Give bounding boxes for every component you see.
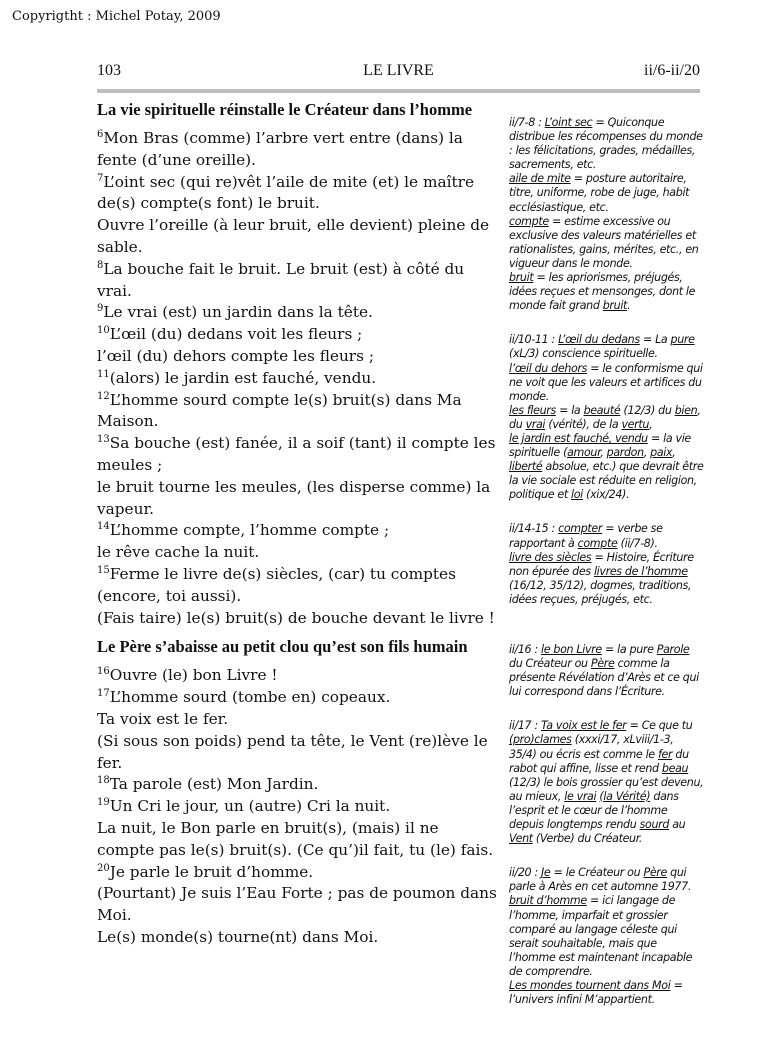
note-text: = les apriorismes, préjugés, idées reçues et mensonges, dont le monde fait grand bbox=[509, 271, 696, 313]
verse-text: Le vrai (est) un jardin dans la tête. bbox=[103, 303, 373, 322]
verse-line bbox=[97, 608, 497, 630]
note-term: Je bbox=[541, 866, 551, 880]
note-term: le bon Livre bbox=[541, 643, 602, 656]
note-text: du Créateur ou bbox=[509, 657, 591, 671]
note-text: dans l’esprit et le cœur de l’homme depuis longtemps rendu bbox=[509, 789, 679, 832]
note-term: Père bbox=[643, 866, 667, 880]
verse-text: Mon Bras (comme) l’arbre vert entre (dans) la fente (d’une oreille). bbox=[97, 129, 463, 169]
note-term: paix bbox=[650, 446, 673, 460]
note-term: pardon bbox=[606, 446, 644, 460]
note-text: qui parle à Arès en cet automne 1977. bbox=[509, 866, 691, 894]
note-text: = ici langage de l’homme, imparfait et grossier comparé au langage céleste qui serait souhaitable, mais que l’homme est maintenant incapable de comprendre. bbox=[509, 894, 693, 978]
note-text: . bbox=[627, 299, 631, 313]
verse-text: (Pourtant) Je suis l’Eau Forte ; pas de poumon dans Moi. bbox=[97, 884, 497, 925]
note-text: = la bbox=[555, 403, 584, 417]
note-term: beauté bbox=[583, 403, 621, 417]
verse-number: 17 bbox=[97, 688, 110, 700]
note-text: absolue, etc.) que devrait être la vie sociale est réduite en religion, politique et bbox=[509, 460, 704, 502]
verse-line bbox=[97, 883, 497, 927]
verse-line bbox=[97, 774, 497, 796]
note-term: Parole bbox=[656, 643, 690, 656]
note-term: vertu bbox=[621, 417, 650, 431]
verse-text: L’œil (du) dedans voit les fleurs ; bbox=[109, 325, 363, 344]
page-number: 103 bbox=[97, 62, 121, 79]
verse-line bbox=[97, 687, 497, 709]
note-term: L’œil du dedans bbox=[558, 333, 640, 347]
verse-line bbox=[97, 731, 497, 775]
note-text: = le conformisme qui ne voit que les valeurs et artifices du monde. bbox=[509, 361, 703, 403]
verse-line bbox=[97, 564, 497, 608]
verse-text: l’œil (du) dehors compte les fleurs ; bbox=[97, 346, 374, 365]
verse-text: La bouche fait le bruit. Le bruit (est) à côté du vrai. bbox=[97, 259, 465, 300]
verse-text: Ta voix est le fer. bbox=[97, 709, 229, 728]
commentary-note bbox=[509, 719, 704, 846]
note-term: le jardin est fauché, vendu bbox=[509, 431, 648, 445]
note-text: ii/7-8 : bbox=[509, 116, 545, 129]
note-text: , bbox=[600, 446, 607, 460]
verse-number: 11 bbox=[97, 368, 110, 380]
verse-text: (Si sous son poids) pend ta tête, le Vent (re)lève le fer. bbox=[97, 731, 488, 772]
commentary-note bbox=[509, 522, 704, 607]
note-text: , du bbox=[509, 403, 701, 431]
verse-line bbox=[97, 128, 497, 172]
note-text: (xxxi/17, xLviii/1-3, 35/4) ou écris est comme le bbox=[509, 733, 674, 761]
verse-text: Ta parole (est) Mon Jardin. bbox=[109, 775, 319, 794]
verse-text: La nuit, le Bon parle en bruit(s), (mais) il ne compte pas le(s) bruit(s). (Ce qu’)il fait, tu (le) fais. bbox=[97, 818, 494, 859]
note-term: Vent bbox=[509, 832, 533, 846]
verse-number: 10 bbox=[97, 325, 110, 337]
note-text: , bbox=[643, 446, 651, 460]
commentary-note bbox=[509, 866, 704, 1007]
note-text: = Histoire, Écriture non épurée des bbox=[509, 550, 694, 578]
note-term: l’œil du dehors bbox=[509, 361, 588, 375]
verse-line bbox=[97, 665, 497, 687]
verse-line bbox=[97, 324, 497, 346]
verse-number: 19 bbox=[97, 797, 110, 809]
verse-list-1 bbox=[97, 128, 497, 629]
note-term: livres de l’homme bbox=[593, 564, 688, 578]
verse-line bbox=[97, 433, 497, 477]
verse-text: Ouvre (le) bon Livre ! bbox=[109, 666, 278, 685]
note-text: au bbox=[669, 818, 686, 832]
verse-line bbox=[97, 390, 497, 434]
page-header bbox=[97, 62, 700, 80]
verse-line bbox=[97, 862, 497, 884]
note-text: du rabot qui affine, lisse et rend bbox=[509, 747, 689, 775]
note-text: = l’univers infini M’appartient. bbox=[509, 978, 683, 1007]
note-term: beau bbox=[661, 761, 689, 775]
note-text: ii/14-15 : bbox=[509, 522, 559, 536]
verse-text: Le(s) monde(s) tourne(nt) dans Moi. bbox=[97, 927, 379, 946]
verse-number: 12 bbox=[97, 390, 110, 402]
main-text bbox=[97, 100, 497, 949]
running-title: LE LIVRE bbox=[363, 62, 434, 79]
note-term: livre des siècles bbox=[509, 550, 592, 564]
note-text: ii/16 : bbox=[509, 643, 542, 656]
verse-text: L’homme sourd (tombe en) copeaux. bbox=[109, 688, 391, 707]
verse-number: 13 bbox=[97, 434, 110, 446]
note-text: = posture autoritaire, titre, uniforme, robe de juge, habit ecclésiastique, etc. bbox=[509, 172, 690, 214]
note-text: (vérité), de la bbox=[545, 417, 622, 431]
verse-number: 14 bbox=[97, 521, 110, 533]
note-term: aile de mite bbox=[509, 172, 571, 186]
note-text: (ii/7-8). bbox=[617, 536, 658, 550]
note-term: bien bbox=[674, 403, 698, 417]
note-term: loi bbox=[571, 488, 583, 502]
note-text: = Quiconque distribue les récompenses du monde : les félicitations, grades, médailles, sacrements, etc. bbox=[509, 116, 703, 172]
header-rule bbox=[97, 89, 700, 93]
note-text: = La bbox=[639, 333, 671, 347]
note-text: (xL/3) conscience spirituelle. bbox=[509, 347, 658, 361]
commentary-note bbox=[509, 333, 704, 502]
verse-text: Un Cri le jour, un (autre) Cri la nuit. bbox=[109, 797, 391, 816]
verse-number: 8 bbox=[97, 259, 104, 271]
verse-number: 18 bbox=[97, 775, 110, 787]
verse-number: 7 bbox=[97, 172, 104, 184]
note-term: fer bbox=[657, 747, 673, 761]
note-text: ii/10-11 : bbox=[509, 333, 559, 347]
note-text: = Ce que tu bbox=[626, 719, 693, 733]
verse-text: le bruit tourne les meules, (les disperse comme) la vapeur. bbox=[97, 477, 491, 518]
verse-number: 15 bbox=[97, 564, 110, 576]
note-term: L’oint sec bbox=[544, 116, 593, 129]
verse-text: (alors) le jardin est fauché, vendu. bbox=[109, 368, 377, 387]
verse-list-2 bbox=[97, 665, 497, 948]
note-term: amour bbox=[567, 446, 601, 460]
verse-line bbox=[97, 172, 497, 216]
note-text: comme la présente Révélation d’Arès et ce qui lui correspond dans l’Écriture. bbox=[509, 657, 699, 699]
note-text: (16/12, 35/12), dogmes, traditions, idées reçues, préjugés, etc. bbox=[509, 578, 692, 606]
verse-line bbox=[97, 927, 497, 949]
verse-number: 6 bbox=[97, 129, 104, 140]
note-term: bruit bbox=[509, 271, 534, 285]
note-text: , bbox=[672, 446, 676, 460]
note-term: les fleurs bbox=[509, 403, 556, 417]
note-term: (pro)clames bbox=[509, 733, 572, 747]
verse-line bbox=[97, 818, 497, 862]
verse-text: L’oint sec (qui re)vêt l’aile de mite (et) le maître de(s) compte(s font) le bruit. bbox=[97, 172, 475, 213]
verse-line bbox=[97, 302, 497, 324]
verse-text: Je parle le bruit d’homme. bbox=[109, 862, 314, 881]
note-text: (12/3) le bois grossier qu’est devenu, au mieux, bbox=[509, 775, 704, 803]
verse-line bbox=[97, 346, 497, 368]
verse-text: Sa bouche (est) fanée, il a soif (tant) il compte les meules ; bbox=[97, 434, 496, 474]
note-text: = le Créateur ou bbox=[550, 866, 644, 880]
verse-line bbox=[97, 368, 497, 390]
note-term: sourd bbox=[639, 818, 670, 832]
note-text: = estime excessive ou exclusive des valeurs matérielles et rationalistes, gains, mérites, etc., en vigueur dans le monde. bbox=[509, 214, 699, 270]
note-term: compte bbox=[509, 214, 549, 228]
verse-line bbox=[97, 215, 497, 259]
verse-line bbox=[97, 259, 497, 303]
note-term: liberté bbox=[509, 460, 543, 474]
note-term: compter bbox=[558, 522, 603, 536]
verse-line bbox=[97, 709, 497, 731]
verse-line bbox=[97, 477, 497, 521]
verse-line bbox=[97, 542, 497, 564]
note-text: ii/20 : bbox=[509, 866, 542, 880]
verse-number: 9 bbox=[97, 303, 104, 315]
verse-text: L’homme sourd compte le(s) bruit(s) dans Ma Maison. bbox=[97, 390, 462, 431]
verse-text: le rêve cache la nuit. bbox=[97, 543, 260, 562]
commentary-note bbox=[509, 116, 704, 313]
note-term: bruit bbox=[602, 299, 628, 313]
note-text: = la pure bbox=[601, 643, 657, 656]
note-text: , bbox=[649, 417, 653, 431]
note-text: = la vie spirituelle ( bbox=[509, 431, 691, 460]
note-term: pure bbox=[670, 333, 695, 347]
note-term: le vrai bbox=[564, 789, 597, 803]
verse-text: (Fais taire) le(s) bruit(s) de bouche devant le livre ! bbox=[97, 608, 495, 627]
note-text: ii/17 : bbox=[509, 719, 542, 733]
note-term: bruit d’homme bbox=[509, 894, 587, 908]
verse-number: 20 bbox=[97, 862, 110, 874]
verse-line bbox=[97, 796, 497, 818]
note-term: Père bbox=[590, 657, 615, 671]
note-term: compte bbox=[577, 536, 618, 550]
note-text: = verbe se rapportant à bbox=[509, 522, 663, 550]
verse-number: 16 bbox=[97, 666, 110, 678]
verse-text: Ouvre l’oreille (à leur bruit, elle devient) pleine de sable. bbox=[97, 216, 490, 256]
verse-range: ii/6-ii/20 bbox=[644, 62, 700, 79]
note-term: Ta voix est le fer bbox=[541, 719, 627, 733]
note-term: vrai bbox=[525, 417, 546, 431]
note-text: (xix/24). bbox=[582, 488, 630, 502]
note-text: (12/3) du bbox=[620, 403, 675, 417]
verse-line bbox=[97, 520, 497, 542]
section-heading: Le Père s’abaisse au petit clou qu’est son fils humain bbox=[97, 637, 468, 657]
commentary-column bbox=[509, 116, 704, 1007]
note-text: (Verbe) du Créateur. bbox=[532, 832, 643, 846]
verse-text: Ferme le livre de(s) siècles, (car) tu comptes (encore, toi aussi). bbox=[97, 564, 456, 605]
verse-text: L’homme compte, l’homme compte ; bbox=[109, 521, 390, 540]
section-heading: La vie spirituelle réinstalle le Créateur dans l’homme bbox=[97, 100, 473, 119]
note-term: (la Vérité) bbox=[599, 789, 651, 803]
copyright-notice: Copyrigtht : Michel Potay, 2009 bbox=[12, 9, 221, 24]
note-term: Les mondes tournent dans Moi bbox=[509, 978, 671, 992]
commentary-note bbox=[509, 643, 704, 699]
